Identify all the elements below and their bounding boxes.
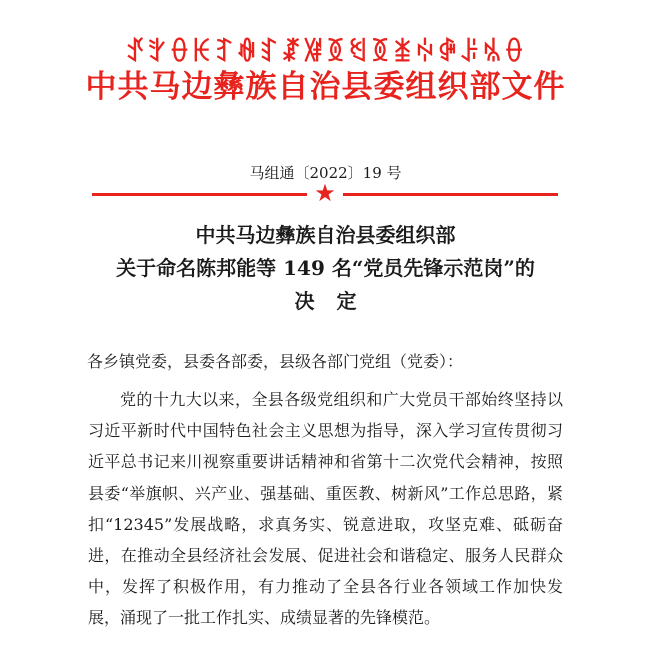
document-title-line-2: 关于命名陈邦能等 149 名“党员先锋示范岗”的 [116, 256, 535, 280]
issuing-authority-title: 中共马边彝族自治县委组织部文件 [85, 69, 566, 105]
addressee: 各乡镇党委，县委各部委，县级各部门党组（党委）： [87, 352, 464, 371]
document-number: 马组通〔2022〕19 号 [249, 164, 402, 182]
red-divider-right [343, 193, 558, 196]
document-title-line-3: 决定 [294, 289, 379, 313]
red-divider-left [92, 193, 307, 196]
star-icon: ★ [314, 179, 336, 207]
yi-script-header: ꀋꇬꂷꀘꆈꊿꆏꊨꑤꅉꄔꅉꁧꏢꋤꌠꁱꂷ [124, 38, 527, 68]
body-paragraph: 党的十九大以来，全县各级党组织和广大党员干部始终坚持以习近平新时代中国特色社会主义思想为指导，深入学习宣传贯彻习近平总书记来川视察重要讲话精神和省第十二次党代会精神，按照县委“举旗帜、兴产业、强基础、重医教、树新风”工作总思路，紧扣“12345”发展战略，求真务实、锐意进取，攻坚克难、砥砺奋进，在推动全县经济社会发展、促进社会和谐稳定、服务人民群众中，发挥了积极作用，有力推动了全县各行业各领域工作加快发展，涌现了一批工作扎实、成绩显著的先锋模范。 [88, 390, 563, 628]
document-title-line-1: 中共马边彝族自治县委组织部 [195, 223, 456, 247]
